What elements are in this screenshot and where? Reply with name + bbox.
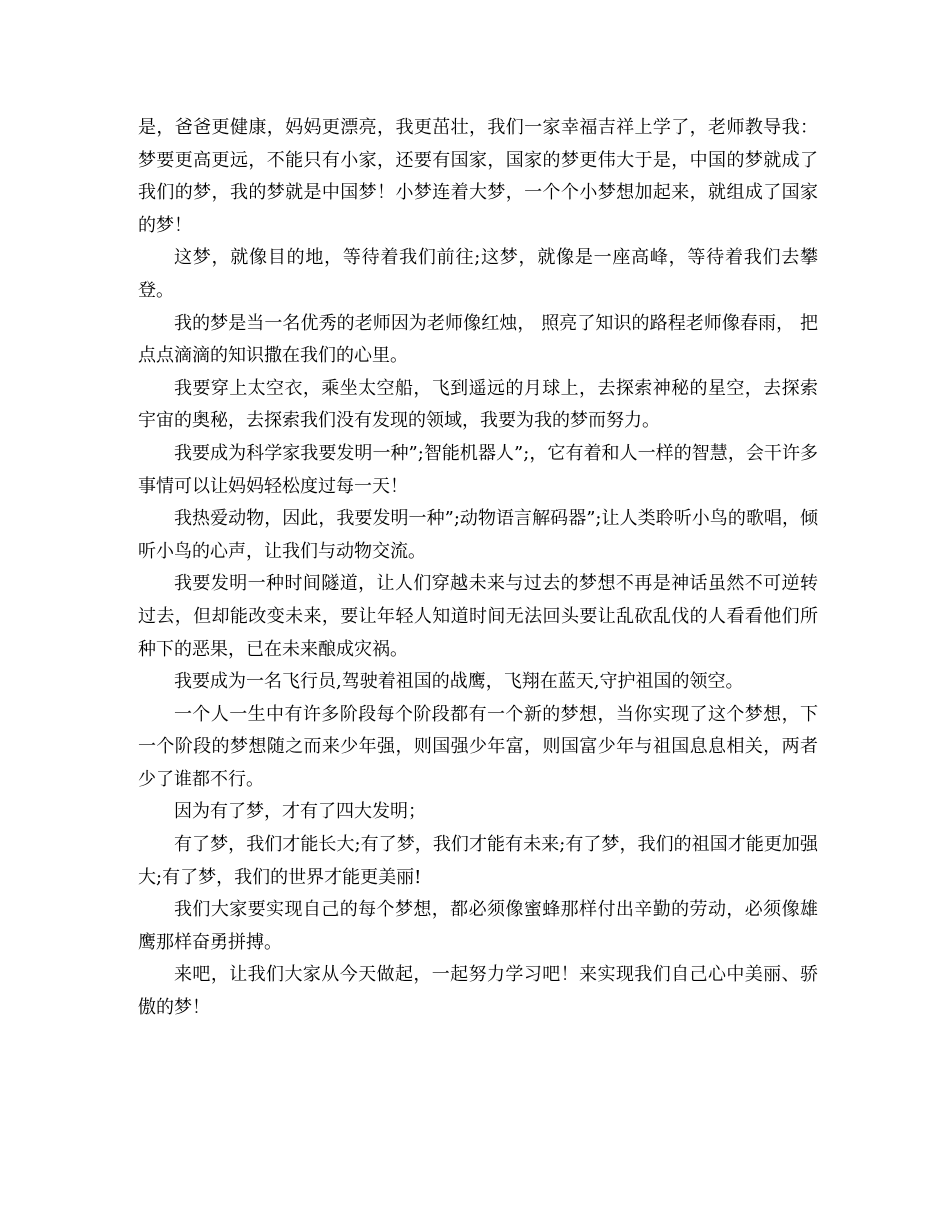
paragraph-8: 我要成为一名飞行员,驾驶着祖国的战鹰，飞翔在蓝天,守护祖国的领空。: [174, 671, 744, 693]
paragraph-12: 我们大家要实现自己的每个梦想，都必须像蜜蜂那样付出辛勤的劳动，必须像雄鹰那样奋勇拼搏。: [138, 899, 818, 953]
paragraph-1: 是，爸爸更健康，妈妈更漂亮，我更茁壮，我们一家幸福吉祥上学了，老师教导我：梦要更高更远，不能只有小家，还要有国家，国家的梦更伟大于是，中国的梦就成了我们的梦，我的梦就是中国梦！小梦连着大梦，一个个小梦想加起来，就组成了国家的梦！: [138, 117, 818, 236]
paragraph-5: 我要成为科学家我要发明一种”;智能机器人”;，它有着和人一样的智慧，会干许多事情可以让妈妈轻松度过每一天！: [138, 442, 818, 497]
paragraph-6: 我热爱动物，因此，我要发明一种”;动物语言解码器”;让人类聆听小鸟的歌唱，倾听小鸟的心声，让我们与动物交流。: [138, 508, 818, 562]
paragraph-10: 因为有了梦，才有了四大发明；: [174, 801, 426, 823]
paragraph-2: 这梦，就像目的地，等待着我们前往;这梦，就像是一座高峰，等待着我们去攀登。: [138, 247, 818, 301]
paragraph-11: 有了梦，我们才能长大;有了梦，我们才能有未来;有了梦，我们的祖国才能更加强大;有了梦，我们的世界才能更美丽!: [138, 834, 818, 888]
document-page: [138, 112, 818, 1025]
paragraph-7: 我要发明一种时间隧道，让人们穿越未来与过去的梦想不再是神话虽然不可逆转过去，但却能改变未来，要让年轻人知道时间无法回头要让乱砍乱伐的人看看他们所种下的恶果，已在未来酿成灾祸。: [138, 573, 818, 660]
paragraph-13: 来吧，让我们大家从今天做起，一起努力学习吧！来实现我们自己心中美丽、骄傲的梦！: [138, 964, 818, 1019]
paragraph-3: 我的梦是当一名优秀的老师因为老师像红烛， 照亮了知识的路程老师像春雨， 把点点滴滴的知识撒在我们的心里。: [138, 312, 818, 367]
paragraph-9: 一个人一生中有许多阶段每个阶段都有一个新的梦想，当你实现了这个梦想，下一个阶段的梦想随之而来少年强，则国强少年富，则国富少年与祖国息息相关，两者少了谁都不行。: [138, 703, 818, 790]
paragraph-4: 我要穿上太空衣，乘坐太空船，飞到遥远的月球上，去探索神秘的星空，去探索宇宙的奥秘，去探索我们没有发现的领域，我要为我的梦而努力。: [138, 377, 818, 432]
